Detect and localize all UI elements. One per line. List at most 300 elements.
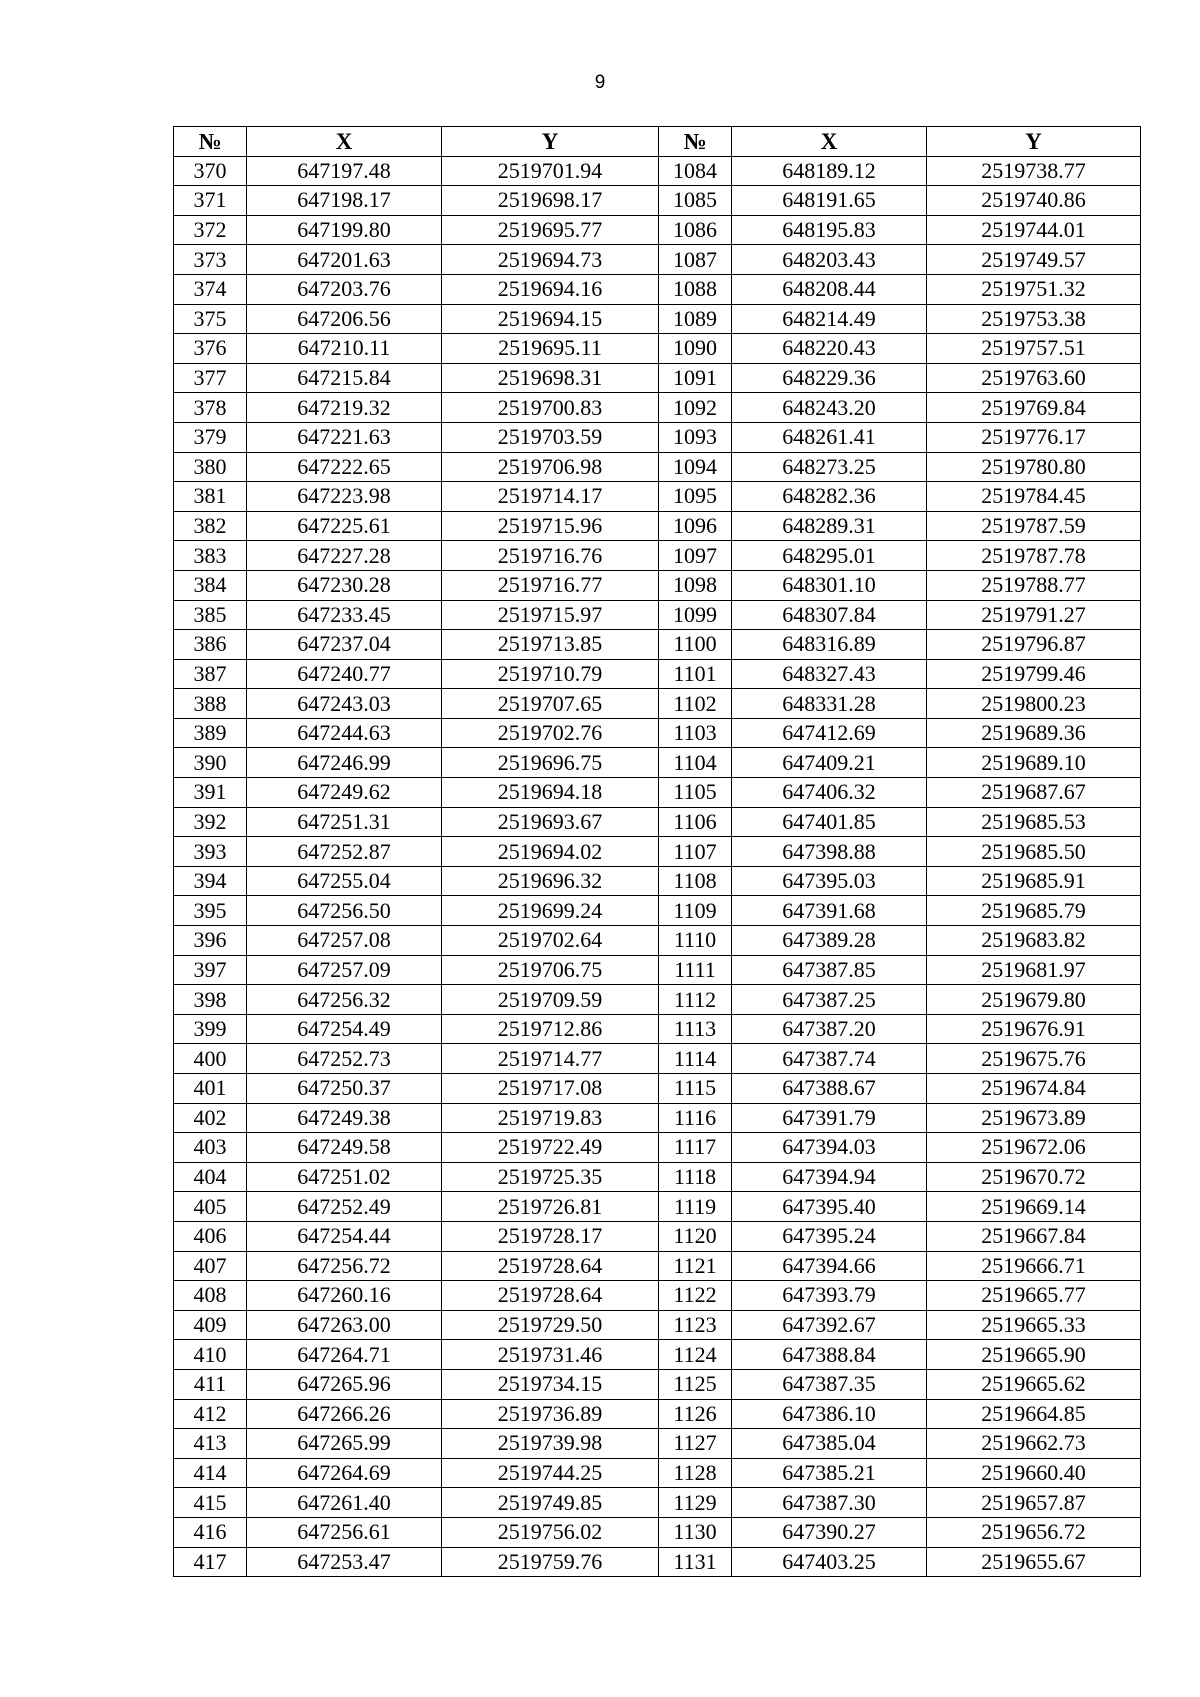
cell-y-left: 2519694.02 xyxy=(442,837,659,867)
table-row xyxy=(174,186,1141,216)
table-row xyxy=(174,452,1141,482)
cell-y-right: 2519672.06 xyxy=(927,1133,1141,1163)
cell-y-left: 2519714.77 xyxy=(442,1044,659,1074)
cell-y-right: 2519670.72 xyxy=(927,1162,1141,1192)
cell-x-left: 647254.49 xyxy=(247,1014,442,1044)
cell-y-right: 2519753.38 xyxy=(927,304,1141,334)
cell-x-right: 648295.01 xyxy=(732,541,927,571)
cell-x-right: 647394.94 xyxy=(732,1162,927,1192)
cell-number-right: 1093 xyxy=(659,422,732,452)
cell-y-right: 2519674.84 xyxy=(927,1074,1141,1104)
table-row xyxy=(174,1014,1141,1044)
cell-number-left: 378 xyxy=(174,393,247,423)
table-row xyxy=(174,156,1141,186)
coordinates-table xyxy=(173,126,1141,1577)
cell-number-left: 371 xyxy=(174,186,247,216)
cell-y-right: 2519685.79 xyxy=(927,896,1141,926)
table-row xyxy=(174,1488,1141,1518)
cell-x-right: 648195.83 xyxy=(732,215,927,245)
cell-y-right: 2519685.91 xyxy=(927,866,1141,896)
cell-x-left: 647222.65 xyxy=(247,452,442,482)
cell-y-right: 2519685.53 xyxy=(927,807,1141,837)
cell-y-right: 2519689.36 xyxy=(927,718,1141,748)
cell-y-left: 2519699.24 xyxy=(442,896,659,926)
table-row xyxy=(174,245,1141,275)
cell-number-right: 1092 xyxy=(659,393,732,423)
cell-number-left: 416 xyxy=(174,1517,247,1547)
cell-y-right: 2519673.89 xyxy=(927,1103,1141,1133)
table-body xyxy=(174,156,1141,1577)
cell-number-right: 1084 xyxy=(659,156,732,186)
cell-x-left: 647237.04 xyxy=(247,630,442,660)
cell-number-right: 1090 xyxy=(659,334,732,364)
cell-x-right: 647395.40 xyxy=(732,1192,927,1222)
cell-x-right: 648208.44 xyxy=(732,274,927,304)
cell-number-right: 1101 xyxy=(659,659,732,689)
cell-y-right: 2519676.91 xyxy=(927,1014,1141,1044)
header-x-left: X xyxy=(247,127,442,157)
cell-x-left: 647249.38 xyxy=(247,1103,442,1133)
cell-number-left: 410 xyxy=(174,1340,247,1370)
table-row xyxy=(174,1192,1141,1222)
cell-x-left: 647240.77 xyxy=(247,659,442,689)
cell-y-left: 2519715.96 xyxy=(442,511,659,541)
table-row xyxy=(174,393,1141,423)
cell-x-right: 647393.79 xyxy=(732,1281,927,1311)
cell-y-right: 2519687.67 xyxy=(927,778,1141,808)
cell-y-right: 2519751.32 xyxy=(927,274,1141,304)
cell-y-right: 2519657.87 xyxy=(927,1488,1141,1518)
cell-y-left: 2519693.67 xyxy=(442,807,659,837)
cell-y-right: 2519666.71 xyxy=(927,1251,1141,1281)
cell-x-right: 647387.85 xyxy=(732,955,927,985)
table-row xyxy=(174,1044,1141,1074)
cell-x-right: 647398.88 xyxy=(732,837,927,867)
cell-number-right: 1106 xyxy=(659,807,732,837)
table-row xyxy=(174,570,1141,600)
cell-number-right: 1125 xyxy=(659,1369,732,1399)
cell-x-left: 647219.32 xyxy=(247,393,442,423)
table-row xyxy=(174,215,1141,245)
cell-y-right: 2519740.86 xyxy=(927,186,1141,216)
cell-y-right: 2519667.84 xyxy=(927,1221,1141,1251)
cell-y-left: 2519728.64 xyxy=(442,1281,659,1311)
cell-x-right: 647395.24 xyxy=(732,1221,927,1251)
cell-x-left: 647197.48 xyxy=(247,156,442,186)
header-x-right: X xyxy=(732,127,927,157)
cell-y-left: 2519696.32 xyxy=(442,866,659,896)
cell-number-left: 387 xyxy=(174,659,247,689)
cell-y-left: 2519710.79 xyxy=(442,659,659,689)
cell-x-right: 647406.32 xyxy=(732,778,927,808)
cell-number-left: 373 xyxy=(174,245,247,275)
cell-y-right: 2519669.14 xyxy=(927,1192,1141,1222)
cell-y-left: 2519706.75 xyxy=(442,955,659,985)
cell-y-right: 2519800.23 xyxy=(927,689,1141,719)
cell-y-left: 2519707.65 xyxy=(442,689,659,719)
table-row xyxy=(174,630,1141,660)
cell-x-right: 648261.41 xyxy=(732,422,927,452)
cell-y-right: 2519662.73 xyxy=(927,1429,1141,1459)
cell-x-right: 648220.43 xyxy=(732,334,927,364)
cell-y-left: 2519712.86 xyxy=(442,1014,659,1044)
cell-y-right: 2519685.50 xyxy=(927,837,1141,867)
cell-x-right: 648243.20 xyxy=(732,393,927,423)
table-row xyxy=(174,926,1141,956)
cell-x-left: 647198.17 xyxy=(247,186,442,216)
cell-number-right: 1124 xyxy=(659,1340,732,1370)
cell-number-left: 393 xyxy=(174,837,247,867)
cell-x-right: 648191.65 xyxy=(732,186,927,216)
cell-x-right: 648331.28 xyxy=(732,689,927,719)
table-row xyxy=(174,1399,1141,1429)
cell-y-left: 2519714.17 xyxy=(442,482,659,512)
cell-y-right: 2519681.97 xyxy=(927,955,1141,985)
table-row xyxy=(174,1251,1141,1281)
cell-y-left: 2519719.83 xyxy=(442,1103,659,1133)
cell-x-left: 647233.45 xyxy=(247,600,442,630)
cell-number-left: 415 xyxy=(174,1488,247,1518)
cell-y-left: 2519698.17 xyxy=(442,186,659,216)
cell-x-right: 648307.84 xyxy=(732,600,927,630)
cell-y-right: 2519683.82 xyxy=(927,926,1141,956)
cell-number-right: 1117 xyxy=(659,1133,732,1163)
table-row xyxy=(174,1221,1141,1251)
cell-y-left: 2519702.76 xyxy=(442,718,659,748)
cell-x-left: 647251.02 xyxy=(247,1162,442,1192)
table-row xyxy=(174,778,1141,808)
cell-number-left: 409 xyxy=(174,1310,247,1340)
cell-y-left: 2519694.16 xyxy=(442,274,659,304)
cell-x-right: 647388.67 xyxy=(732,1074,927,1104)
cell-y-left: 2519716.77 xyxy=(442,570,659,600)
cell-number-left: 404 xyxy=(174,1162,247,1192)
table-row xyxy=(174,1517,1141,1547)
cell-x-left: 647256.61 xyxy=(247,1517,442,1547)
table-row xyxy=(174,896,1141,926)
cell-x-right: 647385.21 xyxy=(732,1458,927,1488)
table-row xyxy=(174,1162,1141,1192)
cell-y-right: 2519679.80 xyxy=(927,985,1141,1015)
header-y-right: Y xyxy=(927,127,1141,157)
cell-number-left: 394 xyxy=(174,866,247,896)
cell-x-left: 647246.99 xyxy=(247,748,442,778)
table-row xyxy=(174,1074,1141,1104)
cell-number-right: 1130 xyxy=(659,1517,732,1547)
cell-number-right: 1110 xyxy=(659,926,732,956)
cell-y-left: 2519726.81 xyxy=(442,1192,659,1222)
cell-number-right: 1114 xyxy=(659,1044,732,1074)
cell-x-right: 648289.31 xyxy=(732,511,927,541)
cell-y-left: 2519713.85 xyxy=(442,630,659,660)
cell-y-left: 2519701.94 xyxy=(442,156,659,186)
cell-number-right: 1122 xyxy=(659,1281,732,1311)
cell-y-right: 2519665.33 xyxy=(927,1310,1141,1340)
cell-number-left: 381 xyxy=(174,482,247,512)
cell-x-right: 648316.89 xyxy=(732,630,927,660)
table-row xyxy=(174,718,1141,748)
cell-number-right: 1111 xyxy=(659,955,732,985)
cell-y-left: 2519694.15 xyxy=(442,304,659,334)
cell-x-left: 647223.98 xyxy=(247,482,442,512)
cell-number-left: 390 xyxy=(174,748,247,778)
cell-x-right: 647386.10 xyxy=(732,1399,927,1429)
cell-number-right: 1123 xyxy=(659,1310,732,1340)
cell-y-left: 2519715.97 xyxy=(442,600,659,630)
page-number: 9 xyxy=(594,72,606,93)
cell-x-left: 647252.73 xyxy=(247,1044,442,1074)
cell-number-left: 377 xyxy=(174,363,247,393)
cell-number-right: 1118 xyxy=(659,1162,732,1192)
cell-number-right: 1099 xyxy=(659,600,732,630)
cell-x-right: 647387.35 xyxy=(732,1369,927,1399)
cell-number-right: 1098 xyxy=(659,570,732,600)
header-number-right: № xyxy=(659,127,732,157)
cell-number-left: 382 xyxy=(174,511,247,541)
cell-y-right: 2519675.76 xyxy=(927,1044,1141,1074)
cell-x-right: 647387.30 xyxy=(732,1488,927,1518)
cell-number-right: 1116 xyxy=(659,1103,732,1133)
cell-x-right: 647391.79 xyxy=(732,1103,927,1133)
cell-y-right: 2519757.51 xyxy=(927,334,1141,364)
cell-y-right: 2519655.67 xyxy=(927,1547,1141,1577)
cell-x-right: 647412.69 xyxy=(732,718,927,748)
cell-number-left: 399 xyxy=(174,1014,247,1044)
cell-y-left: 2519716.76 xyxy=(442,541,659,571)
table-row xyxy=(174,274,1141,304)
cell-y-left: 2519749.85 xyxy=(442,1488,659,1518)
cell-y-right: 2519660.40 xyxy=(927,1458,1141,1488)
table-row xyxy=(174,1133,1141,1163)
table-row xyxy=(174,1458,1141,1488)
cell-y-right: 2519665.77 xyxy=(927,1281,1141,1311)
cell-number-right: 1127 xyxy=(659,1429,732,1459)
cell-x-left: 647252.49 xyxy=(247,1192,442,1222)
cell-number-right: 1104 xyxy=(659,748,732,778)
cell-y-left: 2519696.75 xyxy=(442,748,659,778)
cell-x-right: 647387.74 xyxy=(732,1044,927,1074)
cell-x-right: 648327.43 xyxy=(732,659,927,689)
cell-x-left: 647201.63 xyxy=(247,245,442,275)
cell-y-right: 2519769.84 xyxy=(927,393,1141,423)
table-row xyxy=(174,334,1141,364)
cell-number-left: 401 xyxy=(174,1074,247,1104)
cell-number-left: 406 xyxy=(174,1221,247,1251)
cell-number-right: 1095 xyxy=(659,482,732,512)
cell-x-right: 648214.49 xyxy=(732,304,927,334)
cell-y-right: 2519784.45 xyxy=(927,482,1141,512)
cell-x-left: 647257.09 xyxy=(247,955,442,985)
cell-y-right: 2519744.01 xyxy=(927,215,1141,245)
cell-number-left: 417 xyxy=(174,1547,247,1577)
cell-number-right: 1113 xyxy=(659,1014,732,1044)
cell-y-left: 2519695.11 xyxy=(442,334,659,364)
cell-number-left: 370 xyxy=(174,156,247,186)
cell-x-left: 647203.76 xyxy=(247,274,442,304)
cell-number-right: 1119 xyxy=(659,1192,732,1222)
cell-x-left: 647199.80 xyxy=(247,215,442,245)
cell-x-right: 647394.03 xyxy=(732,1133,927,1163)
cell-x-right: 647392.67 xyxy=(732,1310,927,1340)
cell-y-left: 2519725.35 xyxy=(442,1162,659,1192)
cell-number-left: 397 xyxy=(174,955,247,985)
table-row xyxy=(174,659,1141,689)
cell-x-left: 647244.63 xyxy=(247,718,442,748)
cell-x-left: 647252.87 xyxy=(247,837,442,867)
cell-x-right: 647395.03 xyxy=(732,866,927,896)
cell-x-left: 647260.16 xyxy=(247,1281,442,1311)
cell-x-left: 647230.28 xyxy=(247,570,442,600)
cell-number-right: 1129 xyxy=(659,1488,732,1518)
cell-x-left: 647263.00 xyxy=(247,1310,442,1340)
cell-x-right: 647389.28 xyxy=(732,926,927,956)
cell-number-left: 383 xyxy=(174,541,247,571)
cell-y-left: 2519694.73 xyxy=(442,245,659,275)
header-y-left: Y xyxy=(442,127,659,157)
cell-y-left: 2519694.18 xyxy=(442,778,659,808)
cell-y-left: 2519759.76 xyxy=(442,1547,659,1577)
table-row xyxy=(174,1547,1141,1577)
cell-y-right: 2519780.80 xyxy=(927,452,1141,482)
cell-number-right: 1108 xyxy=(659,866,732,896)
cell-number-left: 413 xyxy=(174,1429,247,1459)
table-row xyxy=(174,985,1141,1015)
cell-number-right: 1085 xyxy=(659,186,732,216)
cell-x-left: 647243.03 xyxy=(247,689,442,719)
cell-y-left: 2519717.08 xyxy=(442,1074,659,1104)
cell-number-left: 414 xyxy=(174,1458,247,1488)
cell-number-left: 385 xyxy=(174,600,247,630)
cell-x-right: 648273.25 xyxy=(732,452,927,482)
cell-number-right: 1088 xyxy=(659,274,732,304)
cell-number-right: 1091 xyxy=(659,363,732,393)
cell-x-left: 647266.26 xyxy=(247,1399,442,1429)
cell-y-left: 2519706.98 xyxy=(442,452,659,482)
cell-number-right: 1112 xyxy=(659,985,732,1015)
cell-y-right: 2519776.17 xyxy=(927,422,1141,452)
cell-x-right: 647385.04 xyxy=(732,1429,927,1459)
table-row xyxy=(174,1429,1141,1459)
cell-number-left: 380 xyxy=(174,452,247,482)
cell-y-left: 2519728.17 xyxy=(442,1221,659,1251)
cell-number-left: 375 xyxy=(174,304,247,334)
cell-number-left: 379 xyxy=(174,422,247,452)
cell-number-right: 1086 xyxy=(659,215,732,245)
cell-x-right: 647403.25 xyxy=(732,1547,927,1577)
cell-x-left: 647255.04 xyxy=(247,866,442,896)
cell-number-right: 1120 xyxy=(659,1221,732,1251)
cell-x-left: 647264.71 xyxy=(247,1340,442,1370)
cell-number-left: 392 xyxy=(174,807,247,837)
cell-x-left: 647261.40 xyxy=(247,1488,442,1518)
cell-y-left: 2519700.83 xyxy=(442,393,659,423)
cell-y-left: 2519703.59 xyxy=(442,422,659,452)
cell-number-right: 1115 xyxy=(659,1074,732,1104)
cell-y-left: 2519756.02 xyxy=(442,1517,659,1547)
cell-y-left: 2519739.98 xyxy=(442,1429,659,1459)
cell-number-right: 1126 xyxy=(659,1399,732,1429)
cell-number-left: 402 xyxy=(174,1103,247,1133)
cell-number-left: 408 xyxy=(174,1281,247,1311)
table-row xyxy=(174,866,1141,896)
cell-y-left: 2519734.15 xyxy=(442,1369,659,1399)
cell-y-left: 2519702.64 xyxy=(442,926,659,956)
table-row xyxy=(174,541,1141,571)
cell-number-left: 395 xyxy=(174,896,247,926)
cell-y-right: 2519763.60 xyxy=(927,363,1141,393)
cell-number-left: 388 xyxy=(174,689,247,719)
cell-x-left: 647206.56 xyxy=(247,304,442,334)
cell-x-left: 647253.47 xyxy=(247,1547,442,1577)
table-row xyxy=(174,600,1141,630)
cell-x-left: 647254.44 xyxy=(247,1221,442,1251)
cell-x-left: 647215.84 xyxy=(247,363,442,393)
cell-y-right: 2519799.46 xyxy=(927,659,1141,689)
cell-number-left: 391 xyxy=(174,778,247,808)
table-row xyxy=(174,482,1141,512)
cell-number-right: 1097 xyxy=(659,541,732,571)
table-row xyxy=(174,304,1141,334)
cell-number-left: 398 xyxy=(174,985,247,1015)
cell-x-left: 647256.72 xyxy=(247,1251,442,1281)
cell-x-left: 647227.28 xyxy=(247,541,442,571)
cell-number-right: 1131 xyxy=(659,1547,732,1577)
cell-number-right: 1100 xyxy=(659,630,732,660)
cell-number-left: 412 xyxy=(174,1399,247,1429)
cell-y-left: 2519698.31 xyxy=(442,363,659,393)
cell-number-left: 384 xyxy=(174,570,247,600)
cell-number-left: 396 xyxy=(174,926,247,956)
table-row xyxy=(174,807,1141,837)
cell-x-left: 647210.11 xyxy=(247,334,442,364)
cell-number-left: 405 xyxy=(174,1192,247,1222)
cell-y-right: 2519796.87 xyxy=(927,630,1141,660)
cell-y-left: 2519709.59 xyxy=(442,985,659,1015)
cell-x-right: 647391.68 xyxy=(732,896,927,926)
cell-number-right: 1107 xyxy=(659,837,732,867)
cell-y-left: 2519728.64 xyxy=(442,1251,659,1281)
cell-x-left: 647221.63 xyxy=(247,422,442,452)
table-row xyxy=(174,837,1141,867)
cell-number-left: 407 xyxy=(174,1251,247,1281)
cell-x-right: 647388.84 xyxy=(732,1340,927,1370)
table-row xyxy=(174,1103,1141,1133)
cell-x-right: 648282.36 xyxy=(732,482,927,512)
table-row xyxy=(174,363,1141,393)
cell-number-right: 1103 xyxy=(659,718,732,748)
cell-y-left: 2519729.50 xyxy=(442,1310,659,1340)
cell-y-right: 2519787.78 xyxy=(927,541,1141,571)
table-row xyxy=(174,748,1141,778)
cell-x-right: 647387.20 xyxy=(732,1014,927,1044)
table-row xyxy=(174,1340,1141,1370)
cell-x-right: 647409.21 xyxy=(732,748,927,778)
cell-number-left: 411 xyxy=(174,1369,247,1399)
cell-number-right: 1121 xyxy=(659,1251,732,1281)
cell-x-left: 647250.37 xyxy=(247,1074,442,1104)
cell-y-right: 2519656.72 xyxy=(927,1517,1141,1547)
cell-number-right: 1102 xyxy=(659,689,732,719)
cell-y-right: 2519665.62 xyxy=(927,1369,1141,1399)
header-number-left: № xyxy=(174,127,247,157)
cell-x-right: 647387.25 xyxy=(732,985,927,1015)
cell-x-left: 647257.08 xyxy=(247,926,442,956)
cell-y-left: 2519722.49 xyxy=(442,1133,659,1163)
cell-number-left: 374 xyxy=(174,274,247,304)
cell-number-right: 1109 xyxy=(659,896,732,926)
cell-number-left: 403 xyxy=(174,1133,247,1163)
cell-x-left: 647256.32 xyxy=(247,985,442,1015)
